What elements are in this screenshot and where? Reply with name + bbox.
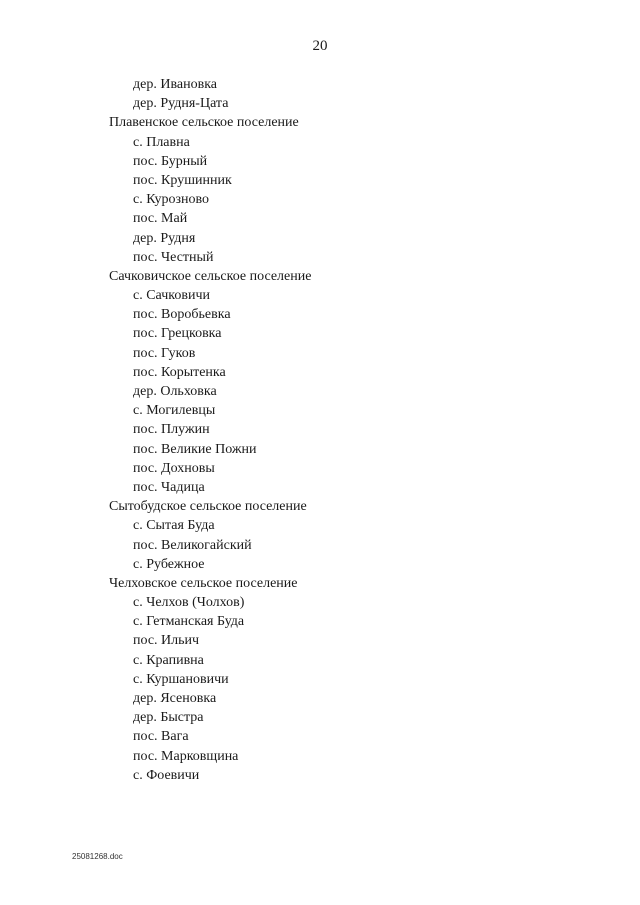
locality-item: с. Гетманская Буда — [133, 614, 245, 630]
locality-item: пос. Май — [133, 211, 188, 227]
locality-item: с. Сытая Буда — [133, 518, 215, 534]
locality-item: пос. Плужин — [133, 422, 210, 438]
locality-item: дер. Ивановка — [133, 77, 217, 92]
locality-item: с. Фоевичи — [133, 767, 200, 783]
locality-item: с. Плавна — [133, 134, 190, 150]
locality-item: пос. Грецковка — [133, 326, 222, 342]
locality-item: пос. Бурный — [133, 153, 208, 169]
locality-item: пос. Корытенка — [133, 364, 226, 380]
locality-item: пос. Честный — [133, 249, 214, 265]
locality-item: с. Крапивна — [133, 652, 204, 668]
settlement-list — [0, 75, 640, 785]
locality-item: с. Могилевцы — [133, 403, 216, 419]
locality-item: пос. Воробьевка — [133, 307, 231, 323]
settlement-heading: Сачковичское сельское поселение — [109, 268, 312, 284]
locality-item: дер. Рудня — [133, 230, 196, 246]
locality-item: пос. Марковщина — [133, 748, 239, 764]
locality-item: пос. Великие Пожни — [133, 441, 257, 457]
locality-item: дер. Рудня-Цата — [133, 96, 229, 112]
settlement-heading: Плавенское сельское поселение — [109, 115, 299, 131]
page-number: 20 — [312, 38, 328, 54]
locality-item: пос. Дохновы — [133, 460, 215, 476]
locality-item: пос. Гуков — [133, 345, 196, 361]
locality-item: с. Рубежное — [133, 556, 205, 572]
locality-item: пос. Великогайский — [133, 537, 252, 553]
locality-item: дер. Быстра — [133, 710, 204, 726]
locality-item: с. Сачковичи — [133, 288, 210, 304]
locality-item: с. Челхов (Чолхов) — [133, 595, 245, 611]
settlement-heading: Сытобудское сельское поселение — [109, 499, 307, 515]
locality-item: пос. Крушинник — [133, 172, 232, 188]
locality-item: пос. Вага — [133, 729, 189, 745]
document-filename: 25081268.doc — [72, 852, 123, 861]
locality-item: пос. Ильич — [133, 633, 200, 649]
locality-item: с. Курозново — [133, 192, 210, 208]
locality-item: пос. Чадица — [133, 479, 205, 495]
settlement-heading: Челховское сельское поселение — [109, 575, 298, 591]
locality-item: дер. Ясеновка — [133, 691, 217, 706]
locality-item: с. Куршановичи — [133, 671, 229, 687]
locality-item: дер. Ольховка — [133, 384, 217, 399]
